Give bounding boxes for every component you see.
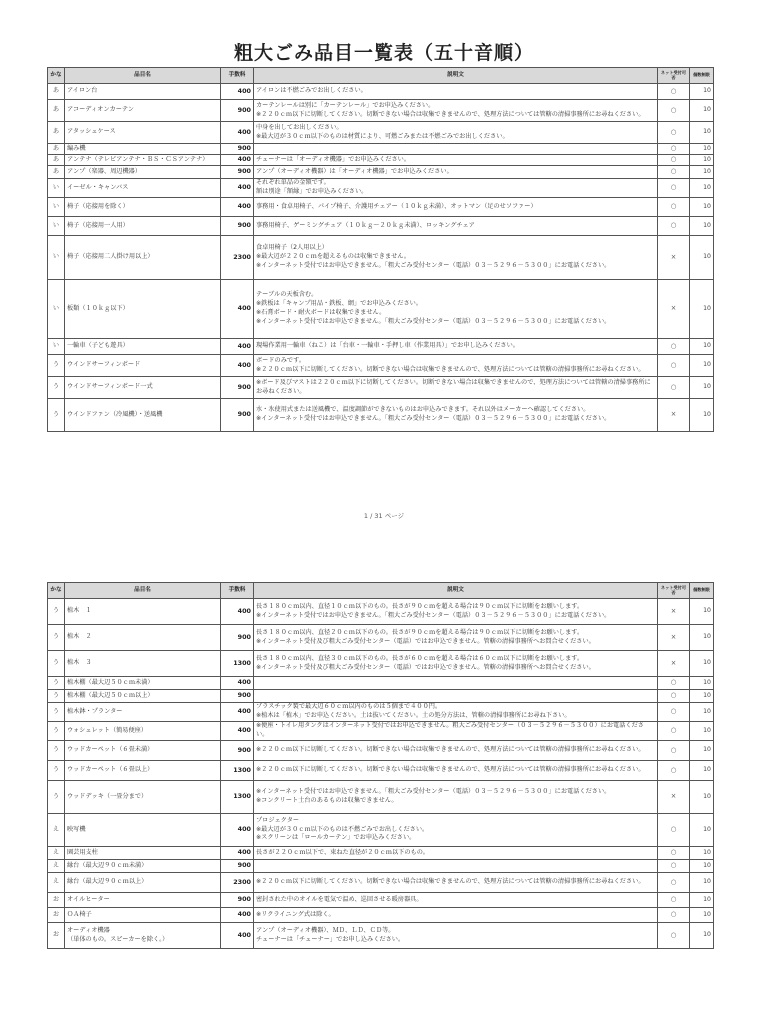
cell-kana: う [48, 399, 65, 432]
table-row [48, 703, 714, 722]
cell-fee: 400 [221, 198, 254, 217]
cell-net-acceptance: ○ [658, 873, 690, 893]
cell-fee: 400 [221, 908, 254, 923]
cell-description: ※リクライニング式は除く。 [254, 908, 658, 923]
table-row [48, 908, 714, 923]
table-row [48, 814, 714, 847]
cell-item-name: アコーディオンカーテン [65, 100, 221, 122]
cell-quantity-limit: 10 [690, 179, 714, 198]
cell-description: 長さ１８０ｃｍ以内、直径２０ｃｍ以下のもの。長さが９０ｃｍを超える場合は９０ｃｍ以下に切断をお願いします。 ※インターネット受付及び粗大ごみ受付センター（電話）ではお申込できません。管轄の清掃事務所へお問合せください。 [254, 625, 658, 651]
cell-quantity-limit: 10 [690, 339, 714, 355]
cell-fee: 900 [221, 860, 254, 873]
cell-item-name: ウッドカーペット（６畳未満） [65, 741, 221, 761]
table-row [48, 860, 714, 873]
cell-quantity-limit: 10 [690, 198, 714, 217]
cell-quantity-limit: 10 [690, 625, 714, 651]
cell-description: 水・氷使用式または送風機で、温度調節ができないものはお申込みできます。それ以外はメーカーへ確認してください。 ※インターネット受付ではお申込できません。「粗大ごみ受付センター（電話）０３－５２９６－５３００」にお電話ください。 [254, 399, 658, 432]
cell-net-acceptance: × [658, 781, 690, 814]
cell-kana: う [48, 355, 65, 377]
cell-net-acceptance: ○ [658, 217, 690, 236]
cell-net-acceptance: ○ [658, 179, 690, 198]
cell-fee: 1300 [221, 651, 254, 677]
cell-net-acceptance: ○ [658, 761, 690, 781]
header-fee: 手数料 [221, 68, 254, 84]
table-row [48, 84, 714, 100]
cell-quantity-limit: 10 [690, 236, 714, 280]
cell-fee: 900 [221, 625, 254, 651]
cell-description: ※２２０ｃｍ以下に切断してください。切断できない場合は収集できませんので、処理方法については管轄の清掃事務所にお尋ねください。 [254, 741, 658, 761]
cell-net-acceptance: ○ [658, 908, 690, 923]
cell-kana: あ [48, 155, 65, 166]
table-row [48, 377, 714, 399]
cell-description: アンプ（オーディオ機器）、ＭＤ、ＬＤ、ＣＤ等。 チューナーは「チューナー」でお申し込みください。 [254, 923, 658, 949]
cell-item-name: アンテナ（テレビアンテナ・ＢＳ・ＣＳアンテナ） [65, 155, 221, 166]
table-header-row [48, 68, 714, 84]
table-row [48, 781, 714, 814]
cell-description: ※２２０ｃｍ以下に切断してください。切断できない場合は収集できませんので、処理方法については管轄の清掃事務所にお尋ねください。 [254, 873, 658, 893]
table-row [48, 893, 714, 908]
cell-description: 食卓用椅子（2人用以上） ※最大辺が２２０ｃｍを超えるものは収集できません。 ※インターネット受付ではお申込できません。「粗大ごみ受付センター（電話）０３－５２９６－５３００」にお電話ください。 [254, 236, 658, 280]
cell-quantity-limit: 10 [690, 155, 714, 166]
cell-kana: う [48, 761, 65, 781]
cell-fee: 400 [221, 722, 254, 741]
cell-quantity-limit: 10 [690, 677, 714, 690]
cell-fee: 900 [221, 399, 254, 432]
cell-net-acceptance: ○ [658, 741, 690, 761]
table-row [48, 873, 714, 893]
cell-item-name: 椅子（応接用一人用） [65, 217, 221, 236]
cell-quantity-limit: 10 [690, 741, 714, 761]
table-row [48, 399, 714, 432]
cell-quantity-limit: 10 [690, 722, 714, 741]
header-limit: 個数制限 [690, 583, 714, 599]
cell-fee: 400 [221, 339, 254, 355]
cell-net-acceptance: × [658, 651, 690, 677]
cell-description: 事務用椅子、ゲーミングチェア（１０ｋｇ～２０ｋｇ未満）、ロッキングチェア [254, 217, 658, 236]
cell-quantity-limit: 10 [690, 781, 714, 814]
header-limit: 個数制限 [690, 68, 714, 84]
table-header-row [48, 583, 714, 599]
cell-description: アンプ（オーディオ機器）は「オーディオ機器」でお申込みください。 [254, 166, 658, 179]
cell-fee: 900 [221, 893, 254, 908]
cell-fee: 400 [221, 923, 254, 949]
cell-quantity-limit: 10 [690, 166, 714, 179]
table-row [48, 741, 714, 761]
cell-description: テーブルの天板含む。 ※鉄板は「キャンプ用品・鉄板、網」でお申込みください。 ※石膏ボード・耐火ボードは収集できません。 ※インターネット受付ではお申込できません。「粗大ごみ受付センター（電話）０３－５２９６－５３００」にお電話ください。 [254, 280, 658, 339]
cell-item-name: 一輪車（子ども遊具） [65, 339, 221, 355]
cell-kana: い [48, 198, 65, 217]
cell-description: ※ボード及びマストは２２０ｃｍ以下に切断してください。切断できない場合は収集できませんので、処理方法については管轄の清掃事務所にお尋ねください。 [254, 377, 658, 399]
cell-quantity-limit: 10 [690, 100, 714, 122]
cell-net-acceptance: ○ [658, 84, 690, 100]
table-row [48, 144, 714, 155]
header-fee: 手数料 [221, 583, 254, 599]
cell-description: ※便座・トイレ用タンクはインターネット受付ではお申込できません。粗大ごみ受付センター（０３－５２９６－５３００）にお電話ください。 [254, 722, 658, 741]
page-number: 1 / 31 ページ [363, 512, 405, 520]
cell-quantity-limit: 10 [690, 144, 714, 155]
cell-quantity-limit: 10 [690, 814, 714, 847]
cell-kana: う [48, 625, 65, 651]
cell-item-name: ウォシュレット（簡易便座） [65, 722, 221, 741]
table-row [48, 923, 714, 949]
cell-quantity-limit: 10 [690, 847, 714, 860]
cell-item-name: 植木 ３ [65, 651, 221, 677]
cell-kana: う [48, 722, 65, 741]
cell-quantity-limit: 10 [690, 399, 714, 432]
cell-fee: 900 [221, 741, 254, 761]
cell-fee: 2300 [221, 236, 254, 280]
cell-net-acceptance: ○ [658, 690, 690, 703]
cell-net-acceptance: ○ [658, 847, 690, 860]
cell-net-acceptance: × [658, 599, 690, 625]
cell-item-name: ウインドサーフィンボード [65, 355, 221, 377]
table-row [48, 122, 714, 144]
table-row [48, 847, 714, 860]
cell-item-name: アイロン台 [65, 84, 221, 100]
cell-fee: 400 [221, 355, 254, 377]
cell-description: プラスチック製で最大辺６０ｃｍ以内のものは５個まで４００円。 ※植木は「植木」でお申込ください。土は抜いてください。土の処分方法は、管轄の清掃事務所にお尋ね下さい。 [254, 703, 658, 722]
cell-kana: お [48, 908, 65, 923]
table-row [48, 722, 714, 741]
cell-kana: う [48, 651, 65, 677]
cell-kana: お [48, 923, 65, 949]
cell-quantity-limit: 10 [690, 873, 714, 893]
cell-net-acceptance: ○ [658, 155, 690, 166]
cell-description: 事務用・食卓用椅子、パイプ椅子、介護用チェアー（１０ｋｇ未満）、オットマン（足のせソファー） [254, 198, 658, 217]
cell-fee: 900 [221, 217, 254, 236]
cell-net-acceptance: ○ [658, 166, 690, 179]
cell-description: 長さ１８０ｃｍ以内、直径１０ｃｍ以下のもの。長さが９０ｃｍを超える場合は９０ｃｍ以下に切断をお願いします。 ※インターネット受付ではお申込できません。「粗大ごみ受付センター（電話）０３－５２９６－５３００」にお電話ください。 [254, 599, 658, 625]
cell-fee: 400 [221, 677, 254, 690]
cell-description: 密封された中のオイルを電気で温め、巡回させる暖房器具。 [254, 893, 658, 908]
table-row [48, 625, 714, 651]
cell-item-name: ウッドカーペット（６畳以上） [65, 761, 221, 781]
cell-net-acceptance: ○ [658, 677, 690, 690]
cell-fee: 400 [221, 84, 254, 100]
cell-item-name: オイルヒーター [65, 893, 221, 908]
cell-fee: 1300 [221, 781, 254, 814]
cell-kana: い [48, 339, 65, 355]
cell-fee: 900 [221, 377, 254, 399]
table-row [48, 339, 714, 355]
cell-item-name: イーゼル・キャンバス [65, 179, 221, 198]
cell-net-acceptance: ○ [658, 377, 690, 399]
table-row [48, 355, 714, 377]
cell-fee: 400 [221, 155, 254, 166]
cell-fee: 400 [221, 280, 254, 339]
cell-item-name: 植木棚（最大辺５０ｃｍ以上） [65, 690, 221, 703]
cell-fee: 900 [221, 144, 254, 155]
cell-quantity-limit: 10 [690, 280, 714, 339]
cell-kana: え [48, 814, 65, 847]
cell-net-acceptance: ○ [658, 355, 690, 377]
cell-kana: あ [48, 166, 65, 179]
cell-kana: え [48, 847, 65, 860]
cell-net-acceptance: ○ [658, 923, 690, 949]
table-row [48, 155, 714, 166]
cell-quantity-limit: 10 [690, 651, 714, 677]
cell-description [254, 690, 658, 703]
cell-description: カーテンレールは別に「カーテンレール」でお申込みください。 ※２２０ｃｍ以下に切断してください。切断できない場合は収集できませんので、処理方法については管轄の清掃事務所にお尋ねください。 [254, 100, 658, 122]
table-row [48, 198, 714, 217]
cell-description [254, 860, 658, 873]
table-row [48, 651, 714, 677]
cell-kana: あ [48, 122, 65, 144]
cell-quantity-limit: 10 [690, 599, 714, 625]
header-kana: かな [48, 68, 65, 84]
cell-kana: う [48, 741, 65, 761]
cell-quantity-limit: 10 [690, 84, 714, 100]
cell-item-name: 園芸用支柱 [65, 847, 221, 860]
cell-fee: 400 [221, 599, 254, 625]
cell-quantity-limit: 10 [690, 761, 714, 781]
cell-kana: う [48, 781, 65, 814]
cell-fee: 900 [221, 100, 254, 122]
cell-net-acceptance: × [658, 280, 690, 339]
cell-fee: 400 [221, 179, 254, 198]
cell-net-acceptance: ○ [658, 144, 690, 155]
cell-item-name: アンプ（楽器、周辺機器） [65, 166, 221, 179]
header-name: 品目名 [65, 68, 221, 84]
cell-quantity-limit: 10 [690, 690, 714, 703]
cell-fee: 400 [221, 703, 254, 722]
cell-kana: あ [48, 100, 65, 122]
cell-kana: お [48, 893, 65, 908]
cell-net-acceptance: × [658, 625, 690, 651]
cell-net-acceptance: × [658, 236, 690, 280]
items-table-page-2 [47, 582, 714, 949]
items-table-page-1 [47, 67, 714, 432]
cell-kana: い [48, 217, 65, 236]
cell-kana: う [48, 377, 65, 399]
cell-description: 長さが２２０ｃｍ以下で、束ねた直径が２０ｃｍ以下のもの。 [254, 847, 658, 860]
cell-fee: 1300 [221, 761, 254, 781]
cell-net-acceptance: ○ [658, 722, 690, 741]
cell-item-name: ウインドサーフィンボード一式 [65, 377, 221, 399]
cell-item-name: 植木 １ [65, 599, 221, 625]
cell-fee: 400 [221, 814, 254, 847]
cell-item-name: 映写機 [65, 814, 221, 847]
cell-description [254, 677, 658, 690]
cell-kana: う [48, 677, 65, 690]
cell-net-acceptance: ○ [658, 860, 690, 873]
cell-fee: 900 [221, 690, 254, 703]
header-net: ネット受付可否 [658, 68, 690, 84]
cell-description: チューナーは「オーディオ機器」でお申込みください。 [254, 155, 658, 166]
cell-net-acceptance: ○ [658, 703, 690, 722]
cell-kana: え [48, 860, 65, 873]
cell-description: プロジェクター ※最大辺が３０ｃｍ以下のものは不燃ごみでお出しください。 ※スクリーンは「ロールカーテン」でお申込みください。 [254, 814, 658, 847]
cell-description: 長さ１８０ｃｍ以内、直径３０ｃｍ以下のもの。長さが６０ｃｍを超える場合は６０ｃｍ以下に切断をお願いします。 ※インターネット受付及び粗大ごみ受付センター（電話）ではお申込できません。管轄の清掃事務所へお問合せください。 [254, 651, 658, 677]
cell-item-name: 板類（１０ｋｇ以下） [65, 280, 221, 339]
header-kana: かな [48, 583, 65, 599]
cell-description: ※２２０ｃｍ以下に切断してください。切断できない場合は収集できませんので、処理方法については管轄の清掃事務所にお尋ねください。 [254, 761, 658, 781]
cell-fee: 400 [221, 122, 254, 144]
cell-quantity-limit: 10 [690, 908, 714, 923]
cell-quantity-limit: 10 [690, 377, 714, 399]
table-row [48, 179, 714, 198]
cell-description: 中身を出してお出しください。 ※最大辺が３０ｃｍ以下のものは材質により、可燃ごみまたは不燃ごみでお出しください。 [254, 122, 658, 144]
cell-item-name: ウインドファン（冷風機）・送風機 [65, 399, 221, 432]
cell-kana: う [48, 599, 65, 625]
cell-kana: あ [48, 84, 65, 100]
cell-fee: 400 [221, 847, 254, 860]
cell-item-name: 植木 ２ [65, 625, 221, 651]
cell-item-name: アタッシュケース [65, 122, 221, 144]
cell-item-name: 椅子（応接用二人掛け用以上） [65, 236, 221, 280]
table-row [48, 690, 714, 703]
cell-net-acceptance: ○ [658, 814, 690, 847]
cell-kana: い [48, 179, 65, 198]
cell-net-acceptance: ○ [658, 339, 690, 355]
cell-kana: あ [48, 144, 65, 155]
cell-quantity-limit: 10 [690, 217, 714, 236]
cell-item-name: オーディオ機器 （単体のもの。スピーカーを除く。） [65, 923, 221, 949]
cell-kana: い [48, 236, 65, 280]
cell-item-name: 植木鉢・プランター [65, 703, 221, 722]
table-row [48, 236, 714, 280]
cell-kana: う [48, 690, 65, 703]
header-name: 品目名 [65, 583, 221, 599]
cell-net-acceptance: ○ [658, 100, 690, 122]
cell-item-name: ＯＡ椅子 [65, 908, 221, 923]
cell-quantity-limit: 10 [690, 923, 714, 949]
table-row [48, 166, 714, 179]
cell-quantity-limit: 10 [690, 703, 714, 722]
cell-item-name: 椅子（応接用を除く） [65, 198, 221, 217]
cell-item-name: ウッドデッキ（一畳分まで） [65, 781, 221, 814]
cell-description: ※インターネット受付ではお申込できません。「粗大ごみ受付センター（電話）０３－５２９６－５３００」にお電話ください。 ※コンクリート土台のあるものは収集できません。 [254, 781, 658, 814]
cell-net-acceptance: ○ [658, 122, 690, 144]
header-desc: 説明文 [254, 68, 658, 84]
cell-description: ボードのみです。 ※２２０ｃｍ以下に切断してください。切断できない場合は収集できませんので、処理方法については管轄の清掃事務所にお尋ねください。 [254, 355, 658, 377]
cell-item-name: 植木棚（最大辺５０ｃｍ未満） [65, 677, 221, 690]
table-row [48, 677, 714, 690]
cell-quantity-limit: 10 [690, 893, 714, 908]
header-desc: 説明文 [254, 583, 658, 599]
table-row [48, 761, 714, 781]
cell-net-acceptance: × [658, 399, 690, 432]
cell-quantity-limit: 10 [690, 122, 714, 144]
cell-item-name: 編み機 [65, 144, 221, 155]
cell-fee: 900 [221, 166, 254, 179]
cell-description: 現場作業用一輪車（ねこ）は「台車・一輪車・手押し車（作業用具）」でお申し込みください。 [254, 339, 658, 355]
cell-description: それぞれ単品の金額です。 額は別途「額縁」でお申込みください。 [254, 179, 658, 198]
header-net: ネット受付可否 [658, 583, 690, 599]
table-row [48, 100, 714, 122]
document-title: 粗大ごみ品目一覧表（五十音順） [233, 42, 534, 64]
cell-kana: う [48, 703, 65, 722]
cell-description: アイロンは不燃ごみでお出しください。 [254, 84, 658, 100]
table-row [48, 280, 714, 339]
cell-quantity-limit: 10 [690, 355, 714, 377]
cell-quantity-limit: 10 [690, 860, 714, 873]
cell-item-name: 縁台（最大辺９０ｃｍ以上） [65, 873, 221, 893]
cell-fee: 2300 [221, 873, 254, 893]
cell-item-name: 縁台（最大辺９０ｃｍ未満） [65, 860, 221, 873]
cell-net-acceptance: ○ [658, 198, 690, 217]
table-row [48, 599, 714, 625]
cell-description [254, 144, 658, 155]
cell-kana: い [48, 280, 65, 339]
cell-net-acceptance: ○ [658, 893, 690, 908]
cell-kana: え [48, 873, 65, 893]
table-row [48, 217, 714, 236]
